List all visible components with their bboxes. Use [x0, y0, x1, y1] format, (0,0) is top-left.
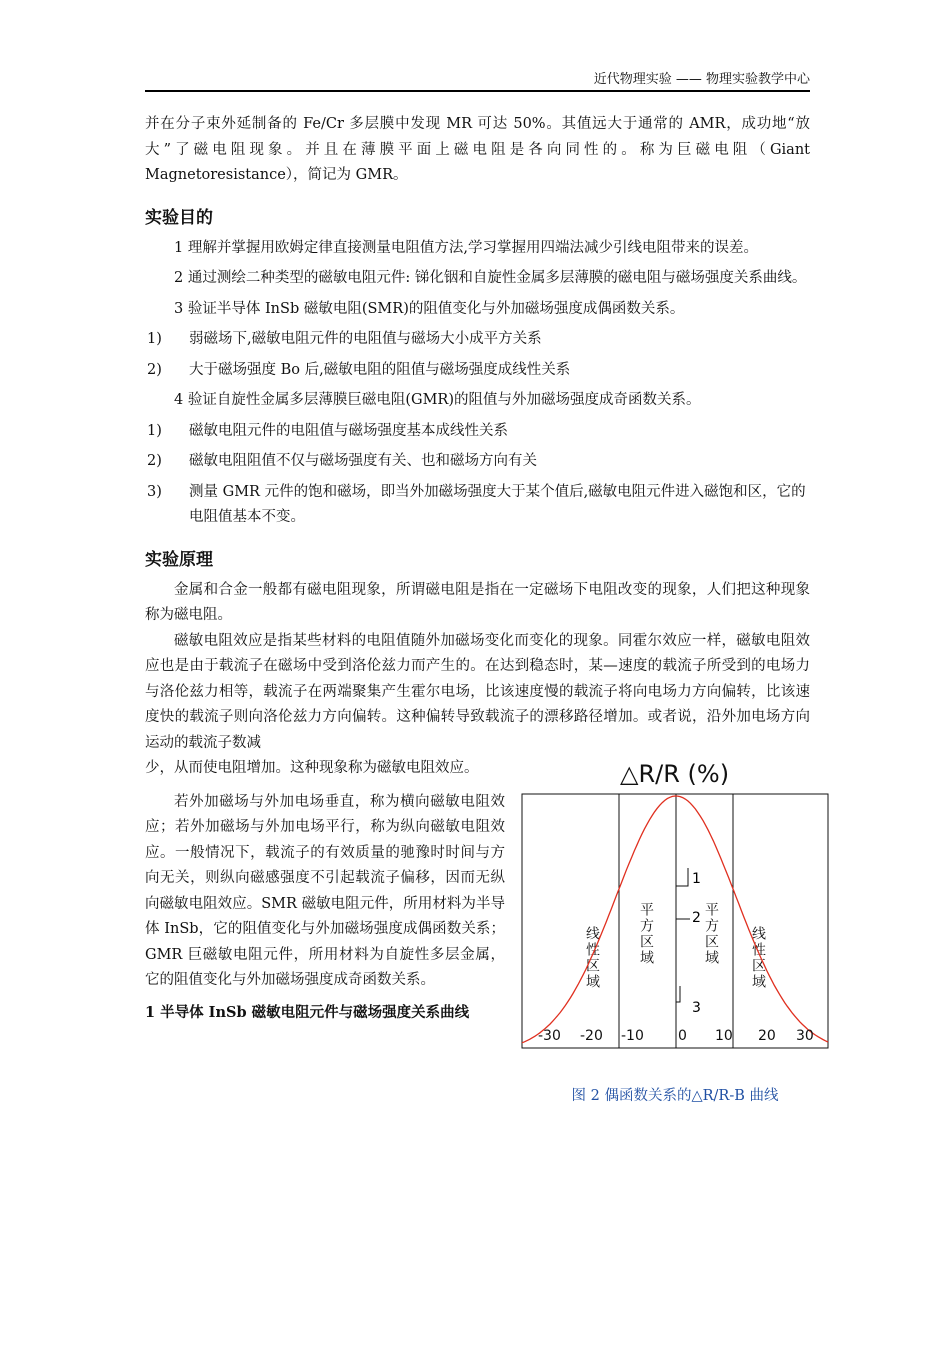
- list-item: 2) 磁敏电阻阻值不仅与磁场强度有关、也和磁场方向有关: [147, 453, 537, 469]
- region-label-square-left: 平方区域: [638, 902, 654, 966]
- document-body: [145, 112, 814, 1105]
- principle-paragraph-2-end: 少，从而使电阻增加。这种现象称为磁敏电阻效应。: [145, 760, 479, 776]
- marker-3-line: [676, 986, 680, 1002]
- text-figure-row: [145, 756, 814, 1105]
- rb-curve-chart: [520, 756, 830, 1074]
- subsection-heading: 1 半导体 InSb 磁敏电阻元件与磁场强度关系曲线: [145, 1003, 470, 1021]
- x-tick-label: 30: [796, 1028, 814, 1044]
- figure-title: △R/R (%): [620, 760, 730, 788]
- header-text: 近代物理实验 —— 物理实验教学中心: [593, 72, 810, 87]
- intro-paragraph: 并在分子束外延制备的 Fe/Cr 多层膜中发现 MR 可达 50%。其值远大于通常的 AMR，成功地“放大”了磁电阻现象。并且在薄膜平面上磁电阻是各向同性的。称为巨磁电阻（Giant Magnetoresistance），简记为 GMR。: [145, 116, 810, 183]
- left-column: [145, 756, 505, 1105]
- objective-4: 4 验证自旋性金属多层薄膜巨磁电阻(GMR)的阻值与外加磁场强度成奇函数关系。: [174, 392, 701, 408]
- objective-2: 2 通过测绘二种类型的磁敏电阻元件: 锑化铟和自旋性金属多层薄膜的磁电阻与磁场强度关系曲线。: [174, 270, 807, 286]
- x-tick-label: 20: [758, 1028, 776, 1044]
- marker-2: 2: [692, 910, 701, 926]
- region-label-linear-left: 线性区域: [584, 926, 600, 990]
- region-label-linear-right: 线性区域: [750, 926, 766, 990]
- section-title-principle: 实验原理: [145, 549, 213, 570]
- page-header: [145, 64, 810, 92]
- list-item: 2) 大于磁场强度 Bo 后,磁敏电阻的阻值与磁场强度成线性关系: [147, 361, 571, 378]
- x-tick-label: 10: [715, 1028, 733, 1044]
- figure-2: [520, 756, 830, 1105]
- principle-paragraph-3: 若外加磁场与外加电场垂直，称为横向磁敏电阻效应；若外加磁场与外加电场平行，称为纵向磁敏电阻效应。一般情况下，载流子的有效质量的驰豫时时间与方向无关，则纵向磁感强度不引起载流子偏移，因而无纵向磁敏电阻效应。SMR 磁敏电阻元件，所用材料为半导体 InSb，它的阻值变化与外加磁场强度成偶函数关系； GMR 巨磁敏电阻元件，所用材料为自旋性多层金属，它的阻值变化与外加磁场强度成奇函数关系。: [145, 793, 505, 988]
- list-item: 1) 弱磁场下,磁敏电阻元件的电阻值与磁场大小成平方关系: [147, 331, 542, 347]
- principle-paragraph-2: 磁敏电阻效应是指某些材料的电阻值随外加磁场变化而变化的现象。同霍尔效应一样，磁敏电阻效应也是由于载流子在磁场中受到洛伦兹力而产生的。在达到稳态时，某—速度的载流子所受到的电场力与洛伦兹力相等，载流子在两端聚集产生霍尔电场，比该速度慢的载流子将向电场力方向偏转，比该速度快的载流子则向洛伦兹力方向偏转。这种偏转导致载流子的漂移路径增加。或者说，沿外加电场方向运动的载流子数减: [145, 632, 810, 751]
- marker-1-line: [676, 868, 688, 886]
- region-label-square-right: 平方区域: [703, 902, 719, 966]
- rb-curve: [522, 796, 828, 1043]
- region-labels: [584, 902, 766, 990]
- principle-paragraph-1: 金属和合金一般都有磁电阻现象，所谓磁电阻是指在一定磁场下电阻改变的现象，人们把这种现象称为磁电阻。: [145, 581, 810, 623]
- x-tick-label: -30: [538, 1028, 561, 1044]
- objective-3: 3 验证半导体 InSb 磁敏电阻(SMR)的阻值变化与外加磁场强度成偶函数关系。: [174, 300, 685, 317]
- marker-1: 1: [692, 871, 701, 887]
- x-tick-label: -10: [621, 1028, 644, 1044]
- marker-3: 3: [692, 1000, 701, 1016]
- figure-caption: 图 2 偶函数关系的△R/R-B 曲线: [571, 1088, 779, 1104]
- list-item: 1) 磁敏电阻元件的电阻值与磁场强度基本成线性关系: [147, 422, 508, 439]
- list-item: 3) 测量 GMR 元件的饱和磁场，即当外加磁场强度大于某个值后,磁敏电阻元件进入磁饱和区，它的电阻值基本不变。: [147, 483, 806, 525]
- x-tick-label: 0: [678, 1028, 687, 1044]
- objective-1: 1 理解并掌握用欧姆定律直接测量电阻值方法,学习掌握用四端法减少引线电阻带来的误差。: [174, 239, 758, 256]
- section-title-objectives: 实验目的: [145, 207, 213, 228]
- plot-frame: [522, 794, 828, 1048]
- x-tick-label: -20: [580, 1028, 603, 1044]
